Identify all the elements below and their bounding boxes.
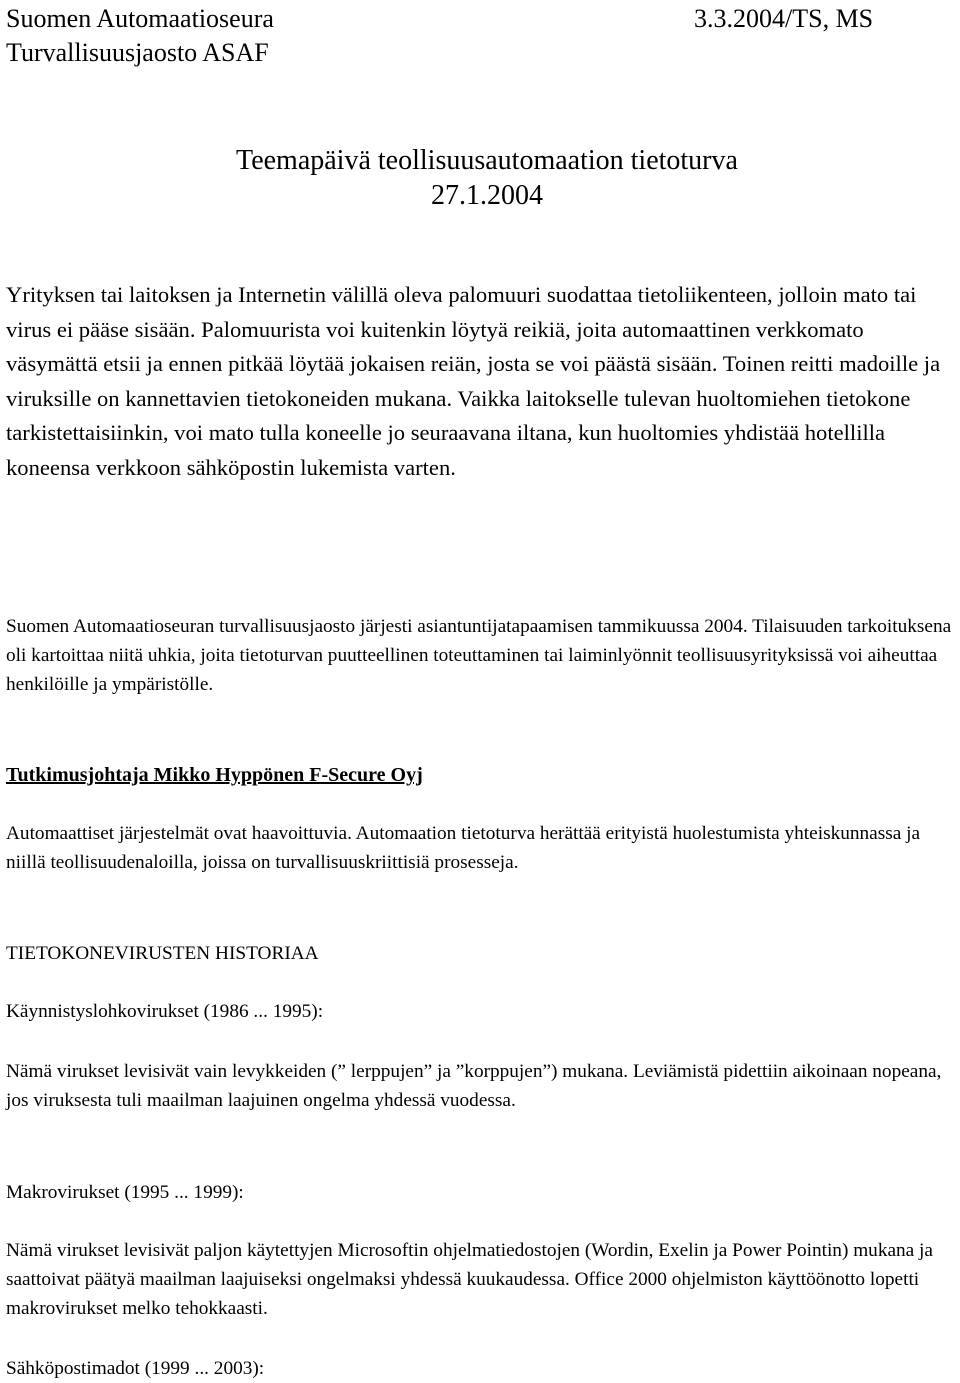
document-date-reference: 3.3.2004/TS, MS [694, 4, 874, 33]
macro-virus-heading: Makrovirukset (1995 ... 1999): [6, 1182, 244, 1203]
speaker-heading: Tutkimusjohtaja Mikko Hyppönen F-Secure Oyj [6, 764, 423, 786]
macro-virus-paragraph: Nämä virukset levisivät paljon käytettyjen Microsoftin ohjelmatiedostojen (Wordin, Exelin ja Power Pointin) mukana ja saattoivat päätyä maailman laajuiseksi ongelmaksi yhdessä kuukaudessa. Office 2000 ohjelmiston käyttöönotto lopetti makrovirukset melko tehokkaasti. [6, 1240, 933, 1319]
intro-paragraph: Yrityksen tai laitoksen ja Internetin välillä oleva palomuuri suodattaa tietoliikenteen, jolloin mato tai virus ei pääse sisään. Palomuurista voi kuitenkin löytyä reikiä, joita automaattinen verkkomato väsymättä etsii ja ennen pitkää löytää jokaisen reiän, josta se voi päästä sisään. Toinen reitti madoille ja viruksille on kannettavien tietokoneiden mukana. Vaikka laitokselle tulevan huoltomiehen tietokone tarkistettaisiinkin, voi mato tulla koneelle jo seuraavana iltana, kun huoltomies yhdistää hotellilla koneensa verkkoon sähköpostin lukemista varten. [6, 282, 941, 480]
speaker-paragraph: Automaattiset järjestelmät ovat haavoittuvia. Automaation tietoturva herättää erityistä huolestumista yhteiskunnassa ja niillä teollisuudenaloilla, joissa on turvallisuuskriittisiä prosesseja. [6, 823, 921, 873]
department-name: Turvallisuusjaosto ASAF [6, 38, 269, 67]
organization-name: Suomen Automaatioseura [6, 4, 274, 33]
boot-virus-paragraph: Nämä virukset levisivät vain levykkeiden (” lerppujen” ja ”korppujen”) mukana. Leviämistä pidettiin aikoinaan nopeana, jos viruksesta tuli maailman laajuinen ongelma yhdessä vuodessa. [6, 1061, 942, 1111]
history-heading: TIETOKONEVIRUSTEN HISTORIAA [6, 943, 319, 964]
meeting-paragraph: Suomen Automaatioseuran turvallisuusjaosto järjesti asiantuntijatapaamisen tammikuussa 2004. Tilaisuuden tarkoituksena oli kartoittaa niitä uhkia, joita tietoturvan puutteellinen toteuttaminen tai laiminlyönnit teollisuusyrityksissä voi aiheuttaa henkilöille ja ympäristölle. [6, 616, 952, 695]
document-title [6, 143, 956, 213]
title-line-1: Teemapäivä teollisuusautomaation tietoturva [236, 145, 738, 176]
boot-virus-heading: Käynnistyslohkovirukset (1986 ... 1995): [6, 1001, 324, 1022]
email-worm-heading: Sähköpostimadot (1999 ... 2003): [6, 1358, 265, 1379]
title-line-2: 27.1.2004 [431, 180, 543, 211]
